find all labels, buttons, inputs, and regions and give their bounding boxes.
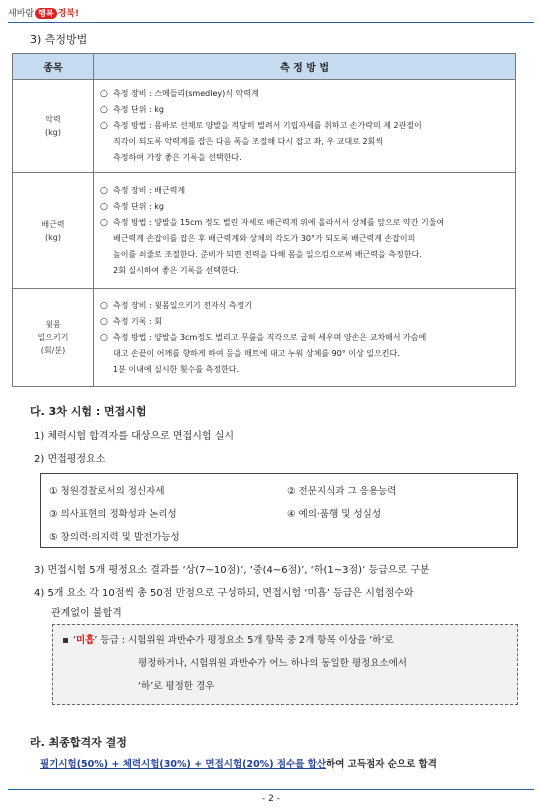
interview-line-3: 3) 면접시험 5개 평정요소 결과를 ‘상(7~10점)’, ‘중(4~6점)’, ‘하(1~3점)’ 등급으로 구분 [34, 565, 430, 576]
interview-heading: 다. 3차 시험 : 면접시험 [30, 405, 147, 418]
footer-divider [8, 789, 534, 790]
note-label-red: 미흡 [76, 635, 95, 646]
logo-text-part1: 새바람 [8, 9, 35, 19]
note-line-1 [63, 629, 507, 652]
method-item: ○ 측정 방법 : 양발을 3cm정도 벌리고 무릎을 직각으로 굽혀 세우며 양손은 교차해서 가슴에 [100, 330, 509, 346]
method-item: ○ 측정 장비 : 스메들리(smedley)식 악력계 [100, 86, 509, 102]
table-cell-category [13, 289, 94, 387]
category-label: 악력 [45, 115, 61, 124]
note-label-close: ’ 등급 [94, 635, 119, 646]
method-item-continuation: 직각이 되도록 악력계를 잡은 다음 폭을 조절해 다시 잡고 좌, 우 교대로 2회씩 [113, 137, 383, 146]
interview-line-4a: 4) 5개 요소 각 10점씩 총 50점 만점으로 구성하되, 면접시험 ‘미흡’ 등급은 시험점수와 [34, 588, 414, 599]
category-label: (kg) [45, 128, 61, 137]
method-item: ○ 측정 방법 : 양발을 15cm 정도 벌린 자세로 배근력계 위에 올라서서 상체를 앞으로 약간 기울여 [100, 215, 509, 231]
method-item-continuation: 1분 이내에 실시한 횟수를 측정한다. [113, 364, 239, 374]
factor-item: ③ 의사표현의 정확성과 논리성 [49, 509, 177, 520]
header-category: 종목 [13, 54, 94, 80]
method-item-continuation: 측정하여 가장 좋은 기록을 선택한다. [113, 153, 242, 162]
method-item-continuation: 2회 실시하여 좋은 기록을 선택한다. [113, 265, 239, 275]
table-cell-method [94, 289, 516, 387]
insufficient-grade-note [52, 624, 518, 705]
table-row [13, 289, 516, 387]
note-line-2: 평정하거나, 시험위원 과반수가 어느 하나의 동일한 평정요소에서 [138, 658, 407, 669]
page-number: - 2 - [262, 794, 280, 804]
table-cell-category [13, 173, 94, 289]
header-logo [8, 6, 79, 19]
factor-item: ② 전문지식과 그 응용능력 [287, 486, 397, 497]
method-item: ○ 측정 기록 : 회 [100, 314, 509, 330]
category-label: (kg) [45, 232, 61, 242]
measurement-table [12, 53, 516, 387]
table-cell-method [94, 80, 516, 173]
factor-item: ① 청원경찰로서의 정신자세 [49, 486, 165, 497]
category-label: 배근력 [41, 219, 65, 229]
table-cell-method [94, 173, 516, 289]
final-criteria-rest: 하여 고득점자 순으로 합격 [326, 759, 437, 770]
interview-line-2: 2) 면접평정요소 [34, 454, 106, 465]
logo-text-part3: 경북! [57, 9, 80, 19]
interview-line-1: 1) 체력시험 합격자를 대상으로 면접시험 실시 [34, 431, 235, 442]
category-label: 윗몸 [45, 320, 61, 329]
logo-heart-icon: 행복 [35, 8, 56, 19]
header-method: 측 정 방 법 [94, 54, 516, 80]
factor-item: ④ 예의·품행 및 성실성 [287, 509, 382, 520]
table-cell-category [13, 80, 94, 173]
section-measurement-title: 3) 측정방법 [30, 33, 88, 46]
note-text-1: : 시험위원 과반수가 평정요소 5개 항목 중 2개 항목 이상을 ‘하’로 [118, 635, 394, 646]
table-row [13, 173, 516, 289]
method-item: ○ 측정 장비 : 윗몸일으키기 전자식 측정기 [100, 298, 509, 314]
method-item-continuation: 대고 손끝이 어깨를 향하게 하여 등을 매트에 대고 누워 상체를 90° 이상 일으킨다. [113, 348, 400, 358]
method-item-continuation: 배근력계 손잡이를 잡은 후 배근력계와 상체의 각도가 30°가 되도록 배근력계 손잡이의 [113, 233, 416, 243]
method-item: ○ 측정 장비 : 배근력계 [100, 183, 509, 199]
table-row [13, 80, 516, 173]
note-label-open: ‘ [73, 635, 77, 646]
category-label: (회/분) [40, 346, 66, 355]
square-bullet-icon [63, 638, 68, 643]
final-heading: 라. 최종합격자 결정 [30, 736, 127, 749]
note-line-3: ‘하’로 평정한 경우 [138, 681, 215, 692]
category-label: 일으키기 [37, 333, 69, 342]
interview-line-4b: 관계없이 불합격 [51, 608, 122, 619]
header-divider [8, 22, 534, 23]
table-header-row [13, 54, 516, 80]
final-criteria [40, 756, 437, 770]
method-item: ○ 측정 단위 : kg [100, 102, 509, 118]
method-item-continuation: 높이를 쇠줄로 조절한다. 준비가 되면 전력을 다해 몸을 일으킴으로써 배근력을 측정한다. [113, 249, 422, 259]
method-item: ○ 측정 단위 : kg [100, 199, 509, 215]
final-criteria-formula: 필기시험(50%) + 체력시험(30%) + 면접시험(20%) 점수를 합산 [40, 759, 327, 770]
method-item: ○ 측정 방법 : 몸바로 선채로 양발을 적당히 벌려서 기립자세를 취하고 손가락의 제 2관절이 [100, 118, 509, 134]
evaluation-factors-box [40, 473, 518, 548]
factor-item: ⑤ 창의력·의지력 및 발전가능성 [49, 532, 180, 543]
